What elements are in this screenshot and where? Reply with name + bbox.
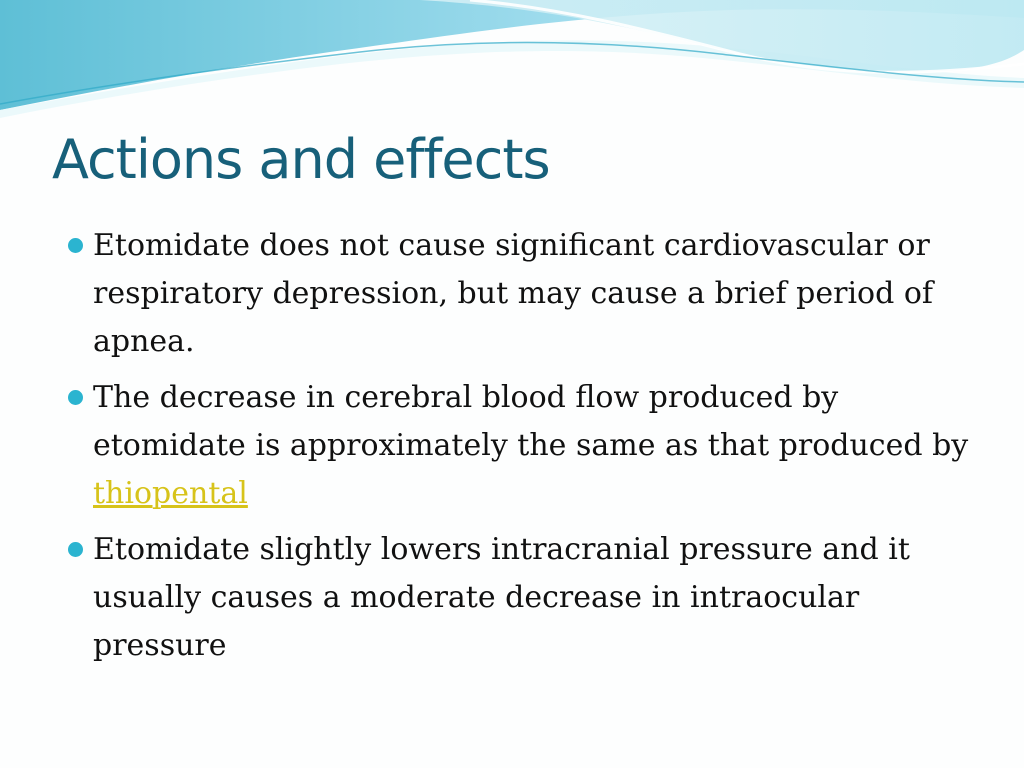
- bullet-point-icon: [68, 390, 83, 405]
- bullet-list: [64, 222, 974, 678]
- slide-title: Actions and effects: [52, 128, 550, 191]
- bullet-point-icon: [68, 238, 83, 253]
- wave-header-decoration: [0, 0, 1024, 130]
- bullet-item: [64, 526, 974, 670]
- bullet-item: [64, 374, 974, 518]
- bullet-point-icon: [68, 542, 83, 557]
- bullet-text: The decrease in cerebral blood flow produced by etomidate is approximately the same as that produced by: [93, 380, 969, 463]
- bullet-text: Etomidate does not cause significant cardiovascular or respiratory depression, but may cause a brief period of apnea.: [93, 228, 933, 359]
- bullet-item: [64, 222, 974, 366]
- thiopental-link[interactable]: thiopental: [93, 476, 248, 511]
- bullet-text: Etomidate slightly lowers intracranial pressure and it usually causes a moderate decrease in intraocular pressure: [93, 532, 910, 663]
